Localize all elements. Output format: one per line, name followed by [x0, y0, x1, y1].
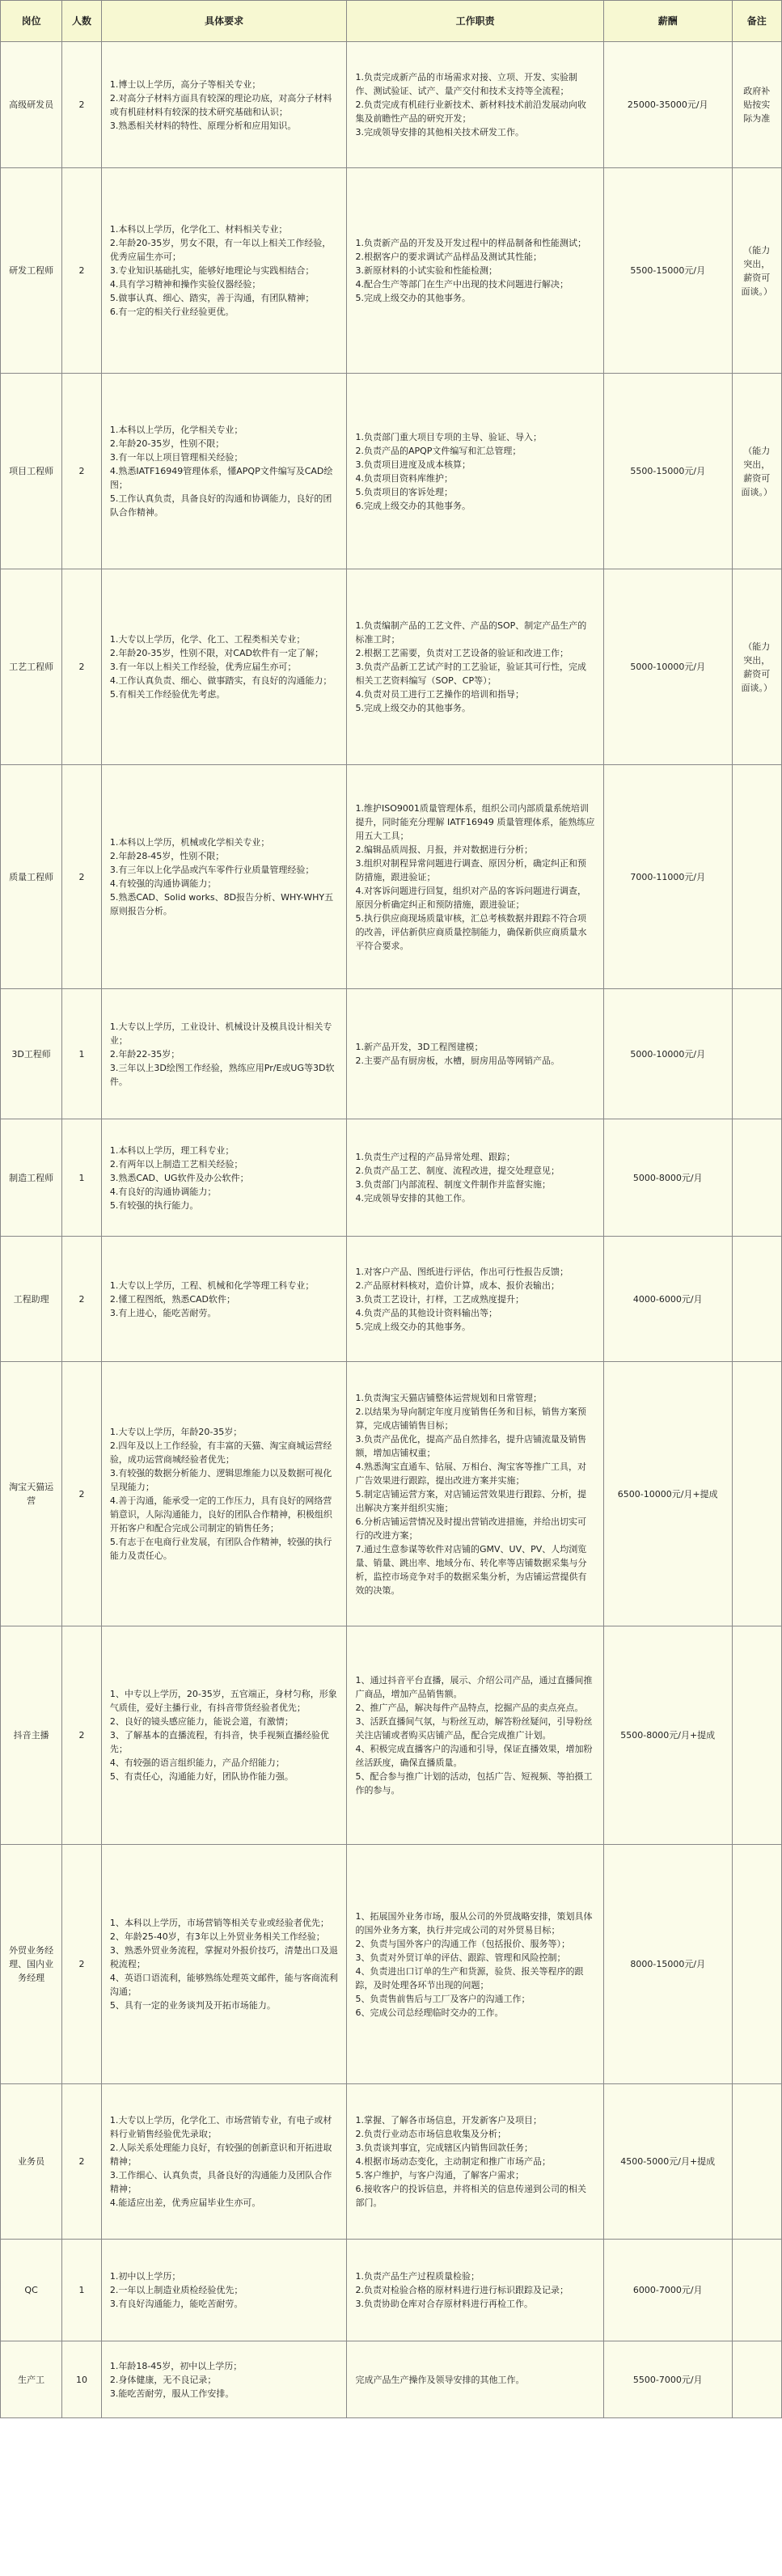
cell-salary: 5000-8000元/月	[603, 1119, 732, 1237]
table-row	[1, 374, 782, 569]
duty-line: 1.新产品开发，3D工程图建模；	[355, 1042, 484, 1052]
requirement-line: 2.年龄20-35岁，男女不限，有一年以上相关工作经验，优秀应届生亦可；	[109, 238, 332, 262]
duty-line: 1.掌握、了解各市场信息，开发新客户及项目；	[355, 2115, 542, 2126]
cell-requirements	[101, 1362, 347, 1626]
duty-line: 完成产品生产操作及领导安排的其他工作。	[355, 2374, 525, 2385]
header-salary: 薪酬	[603, 1, 732, 42]
requirement-line: 1、本科以上学历，市场营销等相关专业或经验者优先；	[109, 1918, 329, 1928]
cell-note	[732, 1845, 781, 2084]
cell-count: 2	[62, 374, 102, 569]
requirement-line: 1.本科以上学历，机械或化学相关专业；	[109, 837, 270, 848]
duty-line: 4.熟悉淘宝直通车、钻展、万相台、淘宝客等推广工具，对广告效果进行跟踪，提出改进方案并实施；	[355, 1461, 586, 1486]
requirement-line: 2.年龄28-45岁，性别不限；	[109, 851, 225, 861]
cell-position: 项目工程师	[1, 374, 62, 569]
requirement-line: 2、年龄25-40岁，有3年以上外贸业务相关工作经验；	[109, 1931, 325, 1942]
cell-salary: 4000-6000元/月	[603, 1237, 732, 1362]
cell-salary: 25000-35000元/月	[603, 42, 732, 168]
requirement-line: 5.有较强的执行能力。	[109, 1199, 199, 1211]
cell-duties	[347, 1237, 603, 1362]
cell-position: 工程助理	[1, 1237, 62, 1362]
requirement-line: 5、具有一定的业务谈判及开拓市场能力。	[109, 2000, 276, 2011]
duty-line: 1.对客户产品、图纸进行评估，作出可行性报告反馈；	[355, 1266, 569, 1277]
header-requirements: 具体要求	[101, 1, 347, 42]
duty-line: 3.组织对制程异常问题进行调查、原因分析，确定纠正和预防措施，跟进验证；	[355, 857, 586, 882]
cell-requirements	[101, 2240, 347, 2341]
table-row	[1, 1626, 782, 1845]
duty-line: 3.新原材料的小试实验和性能检测；	[355, 265, 497, 276]
cell-salary: 5000-10000元/月	[603, 569, 732, 765]
cell-duties	[347, 1362, 603, 1626]
requirement-line: 3、熟悉外贸业务流程，掌握对外报价技巧，清楚出口及退税流程；	[109, 1945, 338, 1969]
cell-count: 2	[62, 1626, 102, 1845]
table-row	[1, 2240, 782, 2341]
cell-count: 1	[62, 1119, 102, 1237]
cell-note	[732, 2084, 781, 2240]
requirement-line: 3.工作细心、认真负责，具备良好的沟通能力及团队合作精神；	[109, 2170, 332, 2194]
requirement-line: 2.一年以上制造业质检经验优先；	[109, 2285, 243, 2295]
requirement-line: 3.能吃苦耐劳，服从工作安排。	[109, 2388, 235, 2399]
requirement-line: 4、有较强的语言组织能力，产品介绍能力；	[109, 1758, 285, 1768]
cell-salary: 5000-10000元/月	[603, 989, 732, 1119]
table-row	[1, 765, 782, 989]
requirement-line: 5.做事认真、细心、踏实，善于沟通，有团队精神；	[109, 293, 315, 303]
cell-count: 2	[62, 569, 102, 765]
cell-position: 研发工程师	[1, 168, 62, 374]
duty-line: 3.负责工艺设计，打样，工艺成熟度提升；	[355, 1293, 524, 1305]
duty-line: 2.以结果为导向制定年度月度销售任务和目标，销售方案预算，完成店铺销售目标；	[355, 1406, 586, 1431]
duty-line: 5、负责售前售后与工厂及客户的沟通工作；	[355, 1993, 530, 2004]
duty-line: 3.完成领导安排的其他相关技术研发工作。	[355, 127, 524, 137]
duty-line: 2.负责完成有机硅行业新技术、新材料技术前沿发展动向收集及前瞻性产品的研究开发；	[355, 99, 586, 124]
requirement-line: 2.懂工程图纸，熟悉CAD软件；	[109, 1293, 235, 1305]
duty-line: 7.通过生意参谋等软件对店铺的GMV、UV、PV、人均浏览量、销量、跳出率、地域分布、转化率等店铺数据采集与分析，监控市场竞争对手的数据采集分析，为店铺运营提供有效的决策。	[355, 1543, 587, 1596]
cell-count: 10	[62, 2341, 102, 2418]
requirement-line: 2、良好的镜头感应能力，能说会道，有激情；	[109, 1716, 294, 1727]
table-row	[1, 1362, 782, 1626]
requirement-line: 1.年龄18-45岁，初中以上学历；	[109, 2360, 243, 2371]
cell-note	[732, 765, 781, 989]
requirement-line: 5.有志于在电商行业发展，有团队合作精神，较强的执行能力及责任心。	[109, 1537, 332, 1561]
requirement-line: 2.有两年以上制造工艺相关经验；	[109, 1158, 243, 1170]
duty-line: 4.根据市场动态变化，主动制定和推广市场产品；	[355, 2156, 551, 2167]
cell-note: 政府补贴按实际为准	[732, 42, 781, 168]
requirement-line: 2.身体健康，无不良记录；	[109, 2374, 217, 2385]
duty-line: 4、负责进出口订单的生产和货源，验货、报关等程序的跟踪，及时处理各环节出现的问题；	[355, 1965, 584, 1990]
cell-count: 2	[62, 765, 102, 989]
duty-line: 1.维护ISO9001质量管理体系，组织公司内部质量系统培训提升，同时能充分理解 IATF16949 质量管理体系，能熟练应用五大工具；	[355, 802, 595, 841]
cell-salary: 6000-7000元/月	[603, 2240, 732, 2341]
cell-requirements	[101, 42, 347, 168]
cell-position: QC	[1, 2240, 62, 2341]
requirement-line: 4.善于沟通，能承受一定的工作压力，具有良好的网络营销意识，人际沟通能力，良好的团队合作精神，积极组织开拓客户和配合完成公司制定的销售任务；	[109, 1495, 332, 1533]
duty-line: 3.负责部门内部流程、制度文件制作并监督实施；	[355, 1179, 551, 1190]
duty-line: 3.负责产品新工艺试产时的工艺验证，验证其可行性，完成相关工艺资料编写（SOP、CP等）；	[355, 662, 586, 686]
table-row	[1, 2341, 782, 2418]
cell-count: 2	[62, 42, 102, 168]
duty-line: 2、推广产品，解决每件产品特点，挖掘产品的卖点亮点。	[355, 1703, 584, 1713]
requirement-line: 5、有责任心，沟通能力好，团队协作能力强。	[109, 1771, 294, 1782]
requirement-line: 3、了解基本的直播流程，有抖音，快手视频直播经验优先；	[109, 1730, 329, 1754]
table-row	[1, 1237, 782, 1362]
table-row	[1, 42, 782, 168]
requirement-line: 4.有较强的沟通协调能力；	[109, 878, 217, 889]
cell-count: 2	[62, 1237, 102, 1362]
header-note: 备注	[732, 1, 781, 42]
duty-line: 1.负责部门重大项目专项的主导、验证、导入；	[355, 431, 542, 442]
duty-line: 2.产品原材料核对，造价计算，成本、报价表输出；	[355, 1280, 560, 1291]
cell-note	[732, 1626, 781, 1845]
requirement-line: 1.大专以上学历，工程、机械和化学等理工科专业；	[109, 1280, 315, 1291]
requirement-line: 4.具有学习精神和操作实验仪器经验；	[109, 279, 261, 290]
duty-line: 4.负责对员工进行工艺操作的培训和指导；	[355, 689, 524, 700]
duty-line: 4.完成领导安排的其他工作。	[355, 1193, 471, 1203]
requirement-line: 2.年龄22-35岁；	[109, 1048, 180, 1060]
requirement-line: 2.四年及以上工作经验，有丰富的天猫、淘宝商城运营经验，成功运营商城经验者优先；	[109, 1440, 332, 1465]
cell-duties	[347, 168, 603, 374]
cell-requirements	[101, 2341, 347, 2418]
cell-duties	[347, 2084, 603, 2240]
duty-line: 4.负责产品的其他设计资料输出等；	[355, 1307, 497, 1318]
duty-line: 4.负责项目资料库维护；	[355, 472, 453, 484]
requirement-line: 5.熟悉CAD、Solid works、8D报告分析、WHY-WHY五原则报告分析。	[109, 892, 334, 916]
header-position: 岗位	[1, 1, 62, 42]
cell-requirements	[101, 1626, 347, 1845]
cell-count: 2	[62, 1362, 102, 1626]
duty-line: 3.负责产品优化，提高产品自然排名，提升店铺流量及销售额，增加店铺权重；	[355, 1433, 586, 1458]
cell-requirements	[101, 569, 347, 765]
requirement-line: 3.有一年以上相关工作经验，优秀应届生亦可；	[109, 662, 297, 672]
duty-line: 4.对客诉问题进行回复，组织对产品的客诉问题进行调查，原因分析确定纠正和预防措施，跟进验证；	[355, 885, 586, 910]
cell-salary: 5500-15000元/月	[603, 374, 732, 569]
cell-note	[732, 989, 781, 1119]
cell-salary: 5500-15000元/月	[603, 168, 732, 374]
cell-duties	[347, 765, 603, 989]
cell-position: 3D工程师	[1, 989, 62, 1119]
cell-salary: 4500-5000元/月+提成	[603, 2084, 732, 2240]
duty-line: 5.客户维护，与客户沟通，了解客户需求；	[355, 2170, 524, 2181]
duty-line: 3.负责谈判事宜，完成辖区内销售回款任务；	[355, 2142, 533, 2153]
requirement-line: 1、中专以上学历，20-35岁，五官端正，身材匀称，形象气质佳，爱好主播行业，有抖音带货经验者优先；	[109, 1689, 337, 1713]
cell-duties	[347, 2341, 603, 2418]
requirement-line: 4.工作认真负责、细心、做事踏实，有良好的沟通能力；	[109, 675, 332, 686]
requirement-line: 1.本科以上学历，化学化工、材料相关专业；	[109, 224, 288, 235]
duty-line: 5.完成上级交办的其他事务。	[355, 293, 471, 303]
cell-position: 抖音主播	[1, 1626, 62, 1845]
requirement-line: 3.熟悉相关材料的特性、原理分析和应用知识。	[109, 120, 297, 131]
cell-duties	[347, 374, 603, 569]
requirement-line: 5.工作认真负责，具备良好的沟通和协调能力，良好的团队合作精神。	[109, 493, 332, 518]
duty-line: 5、配合参与推广计划的活动，包括广告、短视频、等拍摄工作的参与。	[355, 1771, 593, 1796]
requirement-line: 3.有良好沟通能力，能吃苦耐劳。	[109, 2299, 243, 2309]
cell-position: 高级研发员	[1, 42, 62, 168]
cell-position: 制造工程师	[1, 1119, 62, 1237]
duty-line: 1、拓展国外业务市场，服从公司的外贸战略安排，策划具体的国外业务方案，执行并完成公司的对外贸易目标；	[355, 1910, 593, 1935]
table-row	[1, 168, 782, 374]
requirement-line: 4.熟悉IATF16949管理体系，懂APQP文件编写及CAD绘图；	[109, 466, 333, 490]
cell-count: 2	[62, 1845, 102, 2084]
duty-line: 5.负责项目的客诉处理；	[355, 486, 453, 497]
cell-requirements	[101, 2084, 347, 2240]
duty-line: 5.完成上级交办的其他事务。	[355, 1321, 471, 1332]
requirement-line: 3.三年以上3D绘图工作经验，熟练应用Pr/E或UG等3D软件。	[109, 1062, 335, 1087]
cell-position: 业务员	[1, 2084, 62, 2240]
table-row	[1, 1119, 782, 1237]
cell-requirements	[101, 989, 347, 1119]
duty-line: 1.负责编制产品的工艺文件、产品的SOP、制定产品生产的标准工时；	[355, 620, 587, 645]
table-row	[1, 989, 782, 1119]
cell-note: （能力突出，薪资可面谈。）	[732, 168, 781, 374]
duty-line: 4.配合生产等部门在生产中出现的技术问题进行解决；	[355, 279, 569, 290]
duty-line: 1、通过抖音平台直播，展示、介绍公司产品，通过直播间推广商品，增加产品销售额。	[355, 1675, 593, 1699]
header-duties: 工作职责	[347, 1, 603, 42]
cell-note	[732, 1119, 781, 1237]
cell-duties	[347, 989, 603, 1119]
cell-duties	[347, 1119, 603, 1237]
cell-salary: 5500-7000元/月	[603, 2341, 732, 2418]
duty-line: 1.负责产品生产过程质量检验；	[355, 2271, 480, 2282]
requirement-line: 3.有三年以上化学品或汽车零件行业质量管理经验；	[109, 865, 315, 875]
cell-duties	[347, 569, 603, 765]
duty-line: 3.负责协助仓库对合存原材料进行再检工作。	[355, 2299, 533, 2309]
requirement-line: 4、英语口语流利，能够熟练处理英文邮件，能与客商流利沟通；	[109, 1973, 338, 1997]
requirement-line: 1.大专以上学历，年龄20-35岁；	[109, 1427, 243, 1437]
requirement-line: 4.能适应出差，优秀应届毕业生亦可。	[109, 2197, 261, 2208]
requirement-line: 3.熟悉CAD、UG软件及办公软件；	[109, 1172, 249, 1183]
cell-salary: 7000-11000元/月	[603, 765, 732, 989]
cell-salary: 8000-15000元/月	[603, 1845, 732, 2084]
duty-line: 2.负责对检验合格的原材料进行进行标识跟踪及记录；	[355, 2285, 569, 2295]
requirement-line: 4.有良好的沟通协调能力；	[109, 1186, 217, 1197]
duty-line: 6.分析店铺运营情况及时提出营销改进措施，并给出切实可行的改进方案；	[355, 1516, 586, 1541]
duty-line: 5.完成上级交办的其他事务。	[355, 703, 471, 713]
cell-position: 淘宝天猫运营	[1, 1362, 62, 1626]
duty-line: 2.主要产品有厨房板，水槽，厨房用品等网销产品。	[355, 1055, 560, 1066]
cell-duties	[347, 1626, 603, 1845]
requirement-line: 1.大专以上学历，化学化工、市场营销专业，有电子或材料行业销售经验优先录取；	[109, 2115, 332, 2139]
cell-duties	[347, 1845, 603, 2084]
header-count: 人数	[62, 1, 102, 42]
requirement-line: 1.初中以上学历；	[109, 2271, 181, 2282]
cell-position: 外贸业务经理、国内业务经理	[1, 1845, 62, 2084]
duty-line: 6.接收客户的投诉信息，并将相关的信息传递到公司的相关部门。	[355, 2184, 586, 2208]
cell-requirements	[101, 374, 347, 569]
duty-line: 2.编辑品质周报、月报，并对数据进行分析；	[355, 844, 533, 855]
cell-note	[732, 1362, 781, 1626]
requirement-line: 1.大专以上学历，工业设计、机械设计及模具设计相关专业；	[109, 1021, 332, 1046]
table-body	[1, 42, 782, 2418]
cell-note: （能力突出，薪资可面谈。）	[732, 374, 781, 569]
cell-duties	[347, 42, 603, 168]
cell-note	[732, 2240, 781, 2341]
table-row	[1, 569, 782, 765]
cell-duties	[347, 2240, 603, 2341]
cell-position: 工艺工程师	[1, 569, 62, 765]
duty-line: 1.负责新产品的开发及开发过程中的样品制备和性能测试；	[355, 238, 586, 248]
cell-count: 2	[62, 2084, 102, 2240]
duty-line: 3.负责项目进度及成本核算；	[355, 459, 471, 470]
requirement-line: 1.大专以上学历，化学、化工、工程类相关专业；	[109, 634, 306, 645]
cell-requirements	[101, 1237, 347, 1362]
cell-count: 1	[62, 2240, 102, 2341]
requirement-line: 5.有相关工作经验优先考虑。	[109, 689, 226, 700]
cell-note: （能力突出，薪资可面谈。）	[732, 569, 781, 765]
duty-line: 3、负责对外贸订单的评估、跟踪、管理和风险控制；	[355, 1952, 566, 1963]
cell-salary: 5500-8000元/月+提成	[603, 1626, 732, 1845]
cell-position: 生产工	[1, 2341, 62, 2418]
duty-line: 1.负责淘宝天猫店铺整体运营规划和日常管理；	[355, 1392, 542, 1403]
requirement-line: 3.专业知识基础扎实，能够好地理论与实践相结合；	[109, 265, 315, 276]
requirement-line: 2.人际关系处理能力良好，有较强的创新意识和开拓进取精神；	[109, 2142, 332, 2167]
requirement-line: 2.对高分子材料方面具有较深的理论功底，对高分子材料或有机硅材料有较深的技术研究基础和认识；	[109, 92, 332, 117]
duty-line: 2.根据工艺需要，负责对工艺设备的验证和改进工作；	[355, 648, 569, 658]
requirement-line: 1.博士以上学历，高分子等相关专业；	[109, 78, 261, 90]
cell-requirements	[101, 765, 347, 989]
cell-requirements	[101, 1119, 347, 1237]
duty-line: 6、完成公司总经理临时交办的工作。	[355, 2007, 504, 2018]
header-row	[1, 1, 782, 42]
cell-count: 1	[62, 989, 102, 1119]
duty-line: 5.执行供应商现场质量审核，汇总考核数据并跟踪不符合项的改善，评估新供应商质量控制能力，确保新供应商质量水平符合要求。	[355, 912, 587, 951]
cell-salary: 6500-10000元/月+提成	[603, 1362, 732, 1626]
cell-requirements	[101, 1845, 347, 2084]
requirement-line: 1.本科以上学历，理工科专业；	[109, 1144, 235, 1156]
requirement-line: 3.有上进心，能吃苦耐劳。	[109, 1307, 217, 1318]
duty-line: 1.负责完成新产品的市场需求对接、立项、开发、实验制作、测试验证、试产、量产交付和技术支持等全流程；	[355, 72, 577, 96]
duty-line: 2.负责产品的APQP文件编写和汇总管理；	[355, 445, 522, 456]
duty-line: 2、负责与国外客户的沟通工作（包括报价、服务等）；	[355, 1938, 570, 1949]
requirement-line: 6.有一定的相关行业经验更优。	[109, 307, 235, 317]
table-row	[1, 2084, 782, 2240]
table-row	[1, 1845, 782, 2084]
duty-line: 2.负责产品工艺、制度、流程改进，提交处理意见；	[355, 1165, 560, 1176]
duty-line: 2.负责行业动态市场信息收集及分析；	[355, 2129, 506, 2139]
requirement-line: 3.有一年以上项目管理相关经验；	[109, 452, 243, 463]
duty-line: 6.完成上级交办的其他事务。	[355, 500, 471, 511]
requirement-line: 3.有较强的数据分析能力、逻辑思维能力以及数据可视化呈现能力；	[109, 1468, 332, 1492]
requirement-line: 1.本科以上学历，化学相关专业；	[109, 425, 243, 435]
duty-line: 5.制定店铺运营方案，对店铺运营效果进行跟踪、分析，提出解决方案并组织实施；	[355, 1488, 586, 1513]
duty-line: 4、积极完成直播客户的沟通和引导，保证直播效果，增加粉丝活跃度，确保直播质量。	[355, 1744, 593, 1768]
cell-count: 2	[62, 168, 102, 374]
cell-requirements	[101, 168, 347, 374]
duty-line: 2.根据客户的要求调试产品样品及测试其性能；	[355, 252, 542, 262]
requirement-line: 2.年龄20-35岁，性别不限；	[109, 438, 225, 449]
duty-line: 1.负责生产过程的产品异常处理、跟踪；	[355, 1152, 515, 1162]
cell-position: 质量工程师	[1, 765, 62, 989]
duty-line: 3、活跃直播间气氛，与粉丝互动，解答粉丝疑问，引导粉丝关注店铺或者购买店铺产品，配合完成推广计划。	[355, 1716, 593, 1741]
requirement-line: 2.年龄20-35岁，性别不限，对CAD软件有一定了解；	[109, 648, 323, 658]
cell-note	[732, 2341, 781, 2418]
cell-note	[732, 1237, 781, 1362]
